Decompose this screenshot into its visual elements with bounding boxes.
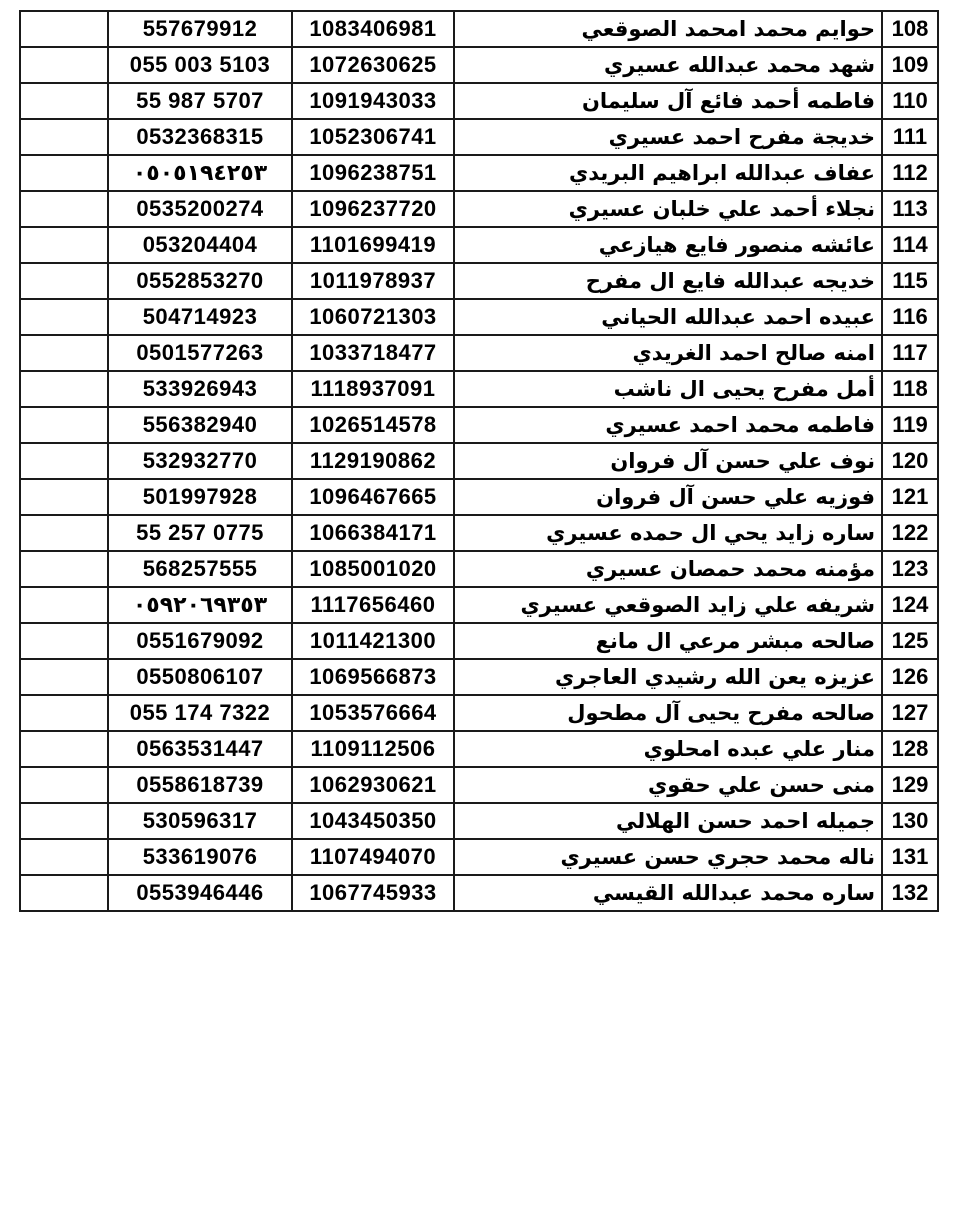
- id-number-cell: 1129190862: [292, 443, 454, 479]
- table-row: [20, 299, 938, 335]
- phone-cell: 504714923: [108, 299, 292, 335]
- empty-cell: [20, 191, 108, 227]
- id-number-cell: 1117656460: [292, 587, 454, 623]
- name-cell: صالحه مفرح يحيى آل مطحول: [454, 695, 882, 731]
- serial-number-cell: 117: [882, 335, 938, 371]
- empty-cell: [20, 227, 108, 263]
- id-number-cell: 1083406981: [292, 11, 454, 47]
- name-cell: شريفه علي زايد الصوقعي عسيري: [454, 587, 882, 623]
- empty-cell: [20, 659, 108, 695]
- roster-body: [20, 11, 938, 911]
- phone-cell: 533619076: [108, 839, 292, 875]
- serial-number-cell: 126: [882, 659, 938, 695]
- table-row: [20, 767, 938, 803]
- phone-cell: 0532368315: [108, 119, 292, 155]
- id-number-cell: 1053576664: [292, 695, 454, 731]
- serial-number-cell: 115: [882, 263, 938, 299]
- name-cell: أمل مفرح يحيى ال ناشب: [454, 371, 882, 407]
- id-number-cell: 1101699419: [292, 227, 454, 263]
- phone-cell: 0552853270: [108, 263, 292, 299]
- phone-cell: 501997928: [108, 479, 292, 515]
- name-cell: منى حسن علي حقوي: [454, 767, 882, 803]
- id-number-cell: 1052306741: [292, 119, 454, 155]
- serial-number-cell: 128: [882, 731, 938, 767]
- empty-cell: [20, 155, 108, 191]
- name-cell: عزيزه يعن الله رشيدي العاجري: [454, 659, 882, 695]
- id-number-cell: 1085001020: [292, 551, 454, 587]
- phone-cell: 568257555: [108, 551, 292, 587]
- table-row: [20, 443, 938, 479]
- serial-number-cell: 112: [882, 155, 938, 191]
- table-row: [20, 191, 938, 227]
- name-cell: نجلاء أحمد علي خلبان عسيري: [454, 191, 882, 227]
- empty-cell: [20, 551, 108, 587]
- empty-cell: [20, 371, 108, 407]
- id-number-cell: 1060721303: [292, 299, 454, 335]
- empty-cell: [20, 731, 108, 767]
- table-row: [20, 875, 938, 911]
- serial-number-cell: 114: [882, 227, 938, 263]
- table-row: [20, 335, 938, 371]
- serial-number-cell: 113: [882, 191, 938, 227]
- id-number-cell: 1096238751: [292, 155, 454, 191]
- phone-cell: 55 987 5707: [108, 83, 292, 119]
- serial-number-cell: 127: [882, 695, 938, 731]
- id-number-cell: 1011978937: [292, 263, 454, 299]
- empty-cell: [20, 623, 108, 659]
- id-number-cell: 1026514578: [292, 407, 454, 443]
- table-row: [20, 155, 938, 191]
- serial-number-cell: 130: [882, 803, 938, 839]
- empty-cell: [20, 767, 108, 803]
- phone-cell: 055 174 7322: [108, 695, 292, 731]
- name-cell: ناله محمد حجري حسن عسيري: [454, 839, 882, 875]
- phone-cell: 0550806107: [108, 659, 292, 695]
- serial-number-cell: 119: [882, 407, 938, 443]
- phone-cell: 0553946446: [108, 875, 292, 911]
- table-row: [20, 83, 938, 119]
- name-cell: فوزيه علي حسن آل فروان: [454, 479, 882, 515]
- table-row: [20, 263, 938, 299]
- phone-cell: 533926943: [108, 371, 292, 407]
- table-row: [20, 623, 938, 659]
- serial-number-cell: 118: [882, 371, 938, 407]
- id-number-cell: 1069566873: [292, 659, 454, 695]
- name-cell: عائشه منصور فايع هيازعي: [454, 227, 882, 263]
- phone-cell: 530596317: [108, 803, 292, 839]
- table-row: [20, 551, 938, 587]
- serial-number-cell: 124: [882, 587, 938, 623]
- name-cell: نوف علي حسن آل فروان: [454, 443, 882, 479]
- table-row: [20, 11, 938, 47]
- serial-number-cell: 129: [882, 767, 938, 803]
- name-cell: ساره محمد عبدالله القيسي: [454, 875, 882, 911]
- empty-cell: [20, 443, 108, 479]
- name-cell: خديجة مفرح احمد عسيري: [454, 119, 882, 155]
- serial-number-cell: 132: [882, 875, 938, 911]
- phone-cell: 557679912: [108, 11, 292, 47]
- id-number-cell: 1107494070: [292, 839, 454, 875]
- table-row: [20, 47, 938, 83]
- id-number-cell: 1067745933: [292, 875, 454, 911]
- phone-cell: 0551679092: [108, 623, 292, 659]
- table-row: [20, 227, 938, 263]
- table-row: [20, 587, 938, 623]
- id-number-cell: 1118937091: [292, 371, 454, 407]
- empty-cell: [20, 299, 108, 335]
- empty-cell: [20, 695, 108, 731]
- roster-table: [19, 10, 939, 912]
- table-row: [20, 119, 938, 155]
- empty-cell: [20, 839, 108, 875]
- table-row: [20, 479, 938, 515]
- name-cell: عبيده احمد عبدالله الحياني: [454, 299, 882, 335]
- serial-number-cell: 123: [882, 551, 938, 587]
- serial-number-cell: 121: [882, 479, 938, 515]
- phone-cell: 55 257 0775: [108, 515, 292, 551]
- name-cell: ساره زايد يحي ال حمده عسيري: [454, 515, 882, 551]
- empty-cell: [20, 875, 108, 911]
- id-number-cell: 1066384171: [292, 515, 454, 551]
- serial-number-cell: 122: [882, 515, 938, 551]
- serial-number-cell: 110: [882, 83, 938, 119]
- serial-number-cell: 108: [882, 11, 938, 47]
- table-row: [20, 731, 938, 767]
- empty-cell: [20, 479, 108, 515]
- id-number-cell: 1091943033: [292, 83, 454, 119]
- phone-cell: 0563531447: [108, 731, 292, 767]
- phone-cell: 053204404: [108, 227, 292, 263]
- phone-cell: 0535200274: [108, 191, 292, 227]
- id-number-cell: 1096237720: [292, 191, 454, 227]
- table-row: [20, 803, 938, 839]
- serial-number-cell: 116: [882, 299, 938, 335]
- empty-cell: [20, 803, 108, 839]
- id-number-cell: 1033718477: [292, 335, 454, 371]
- empty-cell: [20, 263, 108, 299]
- empty-cell: [20, 83, 108, 119]
- id-number-cell: 1109112506: [292, 731, 454, 767]
- phone-cell: 0501577263: [108, 335, 292, 371]
- name-cell: فاطمه أحمد فائع آل سليمان: [454, 83, 882, 119]
- phone-cell: ٠٥٩٢٠٦٩٣٥٣: [108, 587, 292, 623]
- serial-number-cell: 125: [882, 623, 938, 659]
- name-cell: امنه صالح احمد الغريدي: [454, 335, 882, 371]
- id-number-cell: 1072630625: [292, 47, 454, 83]
- table-row: [20, 407, 938, 443]
- table-row: [20, 839, 938, 875]
- name-cell: منار علي عبده امحلوي: [454, 731, 882, 767]
- table-row: [20, 515, 938, 551]
- name-cell: صالحه مبشر مرعي ال مانع: [454, 623, 882, 659]
- id-number-cell: 1043450350: [292, 803, 454, 839]
- id-number-cell: 1011421300: [292, 623, 454, 659]
- name-cell: فاطمه محمد احمد عسيري: [454, 407, 882, 443]
- phone-cell: 0558618739: [108, 767, 292, 803]
- serial-number-cell: 111: [882, 119, 938, 155]
- table-row: [20, 371, 938, 407]
- empty-cell: [20, 11, 108, 47]
- phone-cell: ٠٥٠٥١٩٤٢٥٣: [108, 155, 292, 191]
- name-cell: مؤمنه محمد حمصان عسيري: [454, 551, 882, 587]
- id-number-cell: 1062930621: [292, 767, 454, 803]
- name-cell: عفاف عبدالله ابراهيم البريدي: [454, 155, 882, 191]
- name-cell: جميله احمد حسن الهلالي: [454, 803, 882, 839]
- serial-number-cell: 109: [882, 47, 938, 83]
- name-cell: شهد محمد عبدالله عسيري: [454, 47, 882, 83]
- empty-cell: [20, 515, 108, 551]
- phone-cell: 532932770: [108, 443, 292, 479]
- empty-cell: [20, 119, 108, 155]
- phone-cell: 055 003 5103: [108, 47, 292, 83]
- empty-cell: [20, 335, 108, 371]
- phone-cell: 556382940: [108, 407, 292, 443]
- empty-cell: [20, 407, 108, 443]
- name-cell: خديجه عبدالله فايع ال مفرح: [454, 263, 882, 299]
- table-row: [20, 659, 938, 695]
- empty-cell: [20, 47, 108, 83]
- id-number-cell: 1096467665: [292, 479, 454, 515]
- serial-number-cell: 120: [882, 443, 938, 479]
- table-row: [20, 695, 938, 731]
- name-cell: حوايم محمد امحمد الصوقعي: [454, 11, 882, 47]
- empty-cell: [20, 587, 108, 623]
- serial-number-cell: 131: [882, 839, 938, 875]
